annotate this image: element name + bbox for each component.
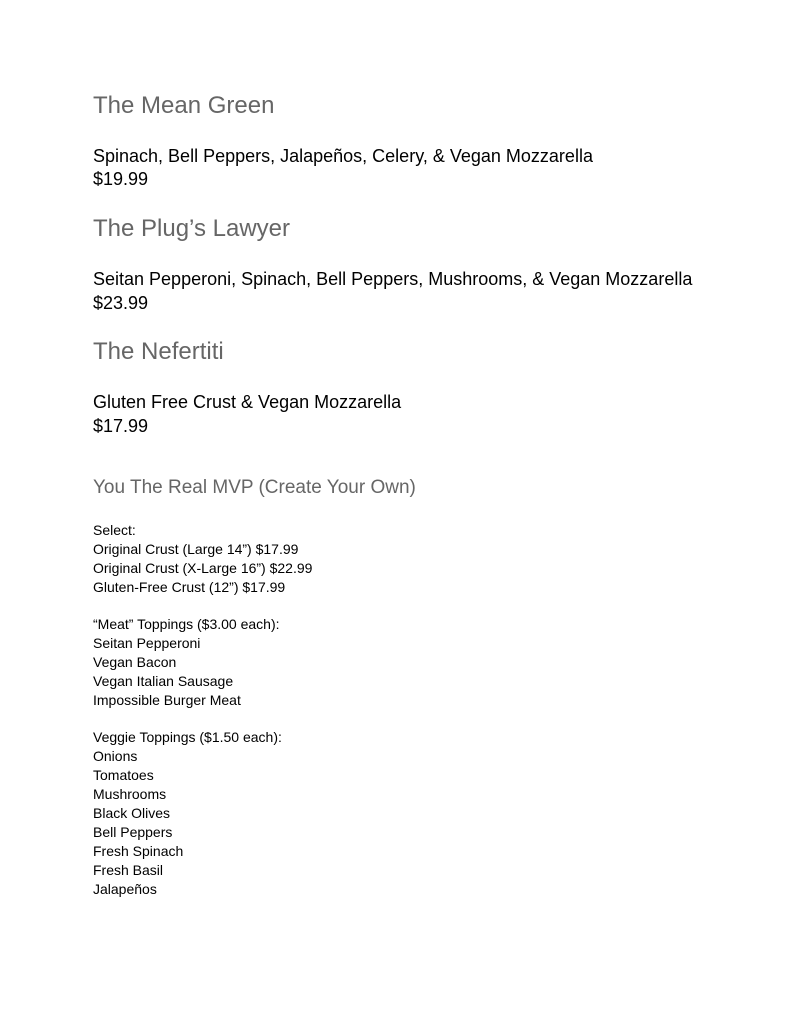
veggie-topping: Onions (93, 748, 138, 764)
crust-option: Original Crust (X-Large 16”) $22.99 (93, 560, 313, 576)
create-your-own-title: You The Real MVP (Create Your Own) (93, 477, 416, 498)
veggie-topping: Fresh Basil (93, 862, 164, 878)
crust-option: Gluten-Free Crust (12”) $17.99 (93, 579, 286, 595)
veggie-topping: Bell Peppers (93, 824, 173, 840)
menu-item-price: $23.99 (93, 293, 149, 313)
meat-toppings-list (93, 615, 280, 710)
meat-toppings-heading: “Meat” Toppings ($3.00 each): (93, 616, 280, 632)
meat-topping: Vegan Italian Sausage (93, 673, 234, 689)
menu-item-title: The Nefertiti (93, 338, 224, 365)
menu-item-description: Spinach, Bell Peppers, Jalapeños, Celery, & Vegan Mozzarella (93, 146, 593, 166)
veggie-topping: Black Olives (93, 805, 171, 821)
menu-item-price: $17.99 (93, 416, 149, 436)
veggie-topping: Jalapeños (93, 881, 157, 897)
veggie-toppings-list (93, 728, 282, 899)
meat-topping: Vegan Bacon (93, 654, 177, 670)
menu-item-title: The Plug’s Lawyer (93, 215, 290, 242)
menu-item-title: The Mean Green (93, 92, 275, 119)
meat-topping: Impossible Burger Meat (93, 692, 241, 708)
menu-item-price: $19.99 (93, 169, 149, 189)
menu-item-description: Seitan Pepperoni, Spinach, Bell Peppers, Mushrooms, & Vegan Mozzarella (93, 269, 693, 289)
crust-list (93, 521, 312, 597)
crust-heading: Select: (93, 522, 136, 538)
crust-option: Original Crust (Large 14”) $17.99 (93, 541, 299, 557)
menu-item-description: Gluten Free Crust & Vegan Mozzarella (93, 392, 402, 412)
veggie-topping: Fresh Spinach (93, 843, 184, 859)
veggie-toppings-heading: Veggie Toppings ($1.50 each): (93, 729, 282, 745)
meat-topping: Seitan Pepperoni (93, 635, 201, 651)
veggie-topping: Tomatoes (93, 767, 154, 783)
veggie-topping: Mushrooms (93, 786, 167, 802)
